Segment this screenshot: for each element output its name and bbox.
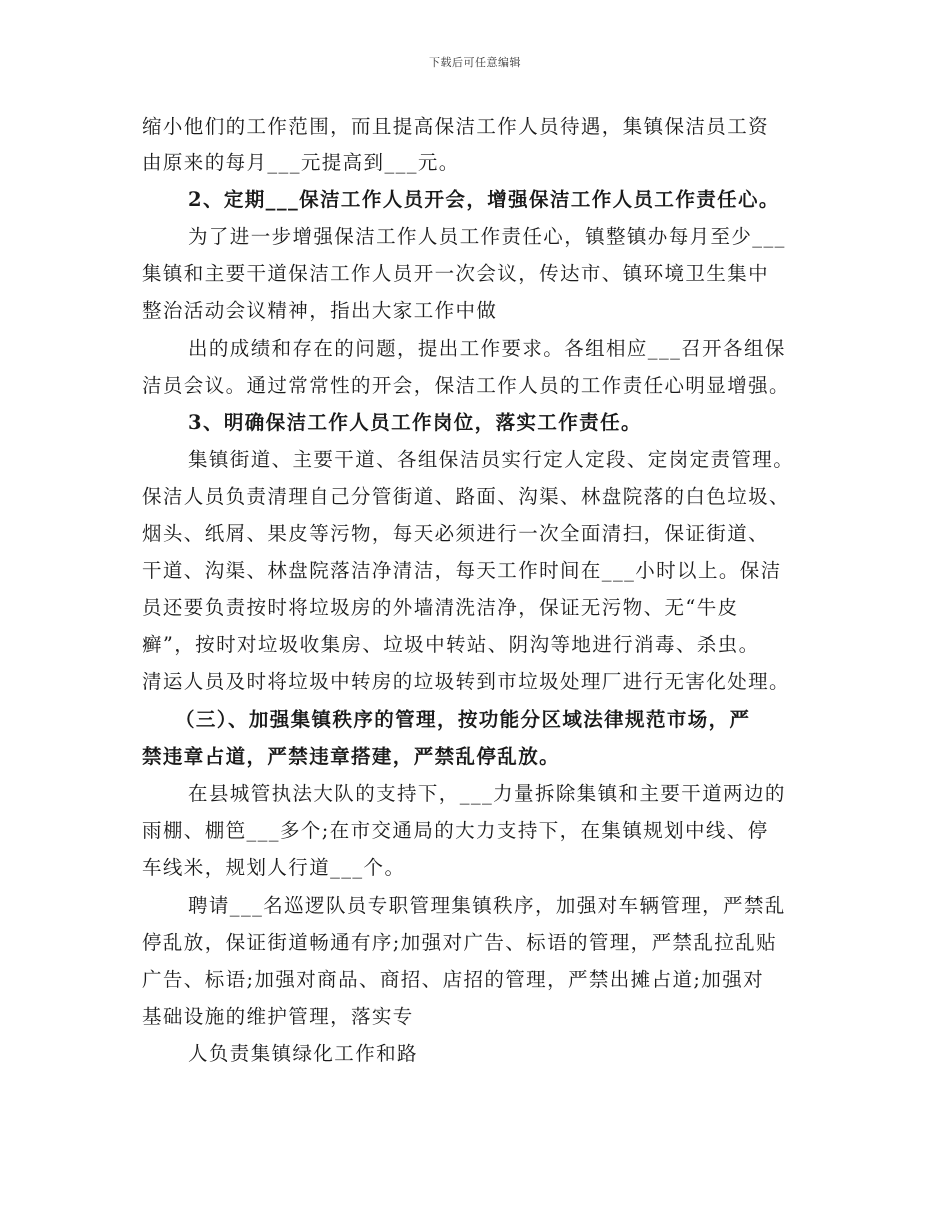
section-heading-3: 3、明确保洁工作人员工作岗位，落实工作责任。 xyxy=(188,411,642,434)
paragraph-line: 清运人员及时将垃圾中转房的垃圾转到市垃圾处理厂进行无害化处理。 xyxy=(142,670,790,693)
paragraph-line: 出的成绩和存在的问题，提出工作要求。各组相应___召开各组保 xyxy=(188,337,786,360)
paragraph-line: 整治活动会议精神，指出大家工作中做 xyxy=(142,299,498,322)
paragraph-line: 保洁人员负责清理自己分管街道、路面、沟渠、林盘院落的白色垃圾、 xyxy=(142,485,790,508)
paragraph-line: 车线米，规划人行道___个。 xyxy=(142,856,406,879)
paragraph-line: 洁员会议。通过常常性的开会，保洁工作人员的工作责任心明显增强。 xyxy=(142,374,790,397)
paragraph-line: 由原来的每月___元提高到___元。 xyxy=(142,151,460,174)
section-heading-2: 2、定期___保洁工作人员开会，增强保洁工作人员工作责任心。 xyxy=(188,188,780,211)
paragraph-line: 集镇和主要干道保洁工作人员开一次会议，传达市、镇环境卫生集中 xyxy=(142,262,770,285)
paragraph-line: 烟头、纸屑、果皮等污物，每天必须进行一次全面清扫，保证街道、 xyxy=(142,522,770,545)
paragraph-line: 集镇街道、主要干道、各组保洁员实行定人定段、定岗定责管理。 xyxy=(188,448,795,471)
paragraph-line: 干道、沟渠、林盘院落洁净清洁，每天工作时间在___小时以上。保洁 xyxy=(142,559,782,582)
paragraph-line: 聘请___名巡逻队员专职管理集镇秩序，加强对车辆管理，严禁乱 xyxy=(188,894,786,917)
paragraph-line: 为了进一步增强保洁工作人员工作责任心，镇整镇办每月至少___ xyxy=(188,225,786,248)
paragraph-line: 基础设施的维护管理，落实专 xyxy=(142,1005,414,1028)
paragraph-line: 癣”，按时对垃圾收集房、垃圾中转站、阴沟等地进行消毒、杀虫。 xyxy=(142,633,760,656)
paragraph-line: 缩小他们的工作范围，而且提高保洁工作人员待遇，集镇保洁员工资 xyxy=(142,115,770,138)
paragraph-line: 人负责集镇绿化工作和路 xyxy=(188,1042,418,1065)
section-heading-three: （三）、加强集镇秩序的管理，按功能分区域法律规范市场，严 xyxy=(175,708,751,731)
section-heading-three-cont: 禁违章占道，严禁违章搭建，严禁乱停乱放。 xyxy=(142,745,561,768)
paragraph-line: 停乱放，保证街道畅通有序;加强对广告、标语的管理，严禁乱拉乱贴 xyxy=(142,931,777,954)
paragraph-line: 雨棚、棚笆___多个;在市交通局的大力支持下，在集镇规划中线、停 xyxy=(142,819,769,842)
paragraph-line: 广告、标语;加强对商品、商招、店招的管理，严禁出摊占道;加强对 xyxy=(142,968,765,991)
paragraph-line: 在县城管执法大队的支持下，___力量拆除集镇和主要干道两边的 xyxy=(188,782,786,805)
paragraph-line: 员还要负责按时将垃圾房的外墙清洗洁净，保证无污物、无“牛皮 xyxy=(142,596,739,619)
page-header: 下载后可任意编辑 xyxy=(429,56,521,69)
